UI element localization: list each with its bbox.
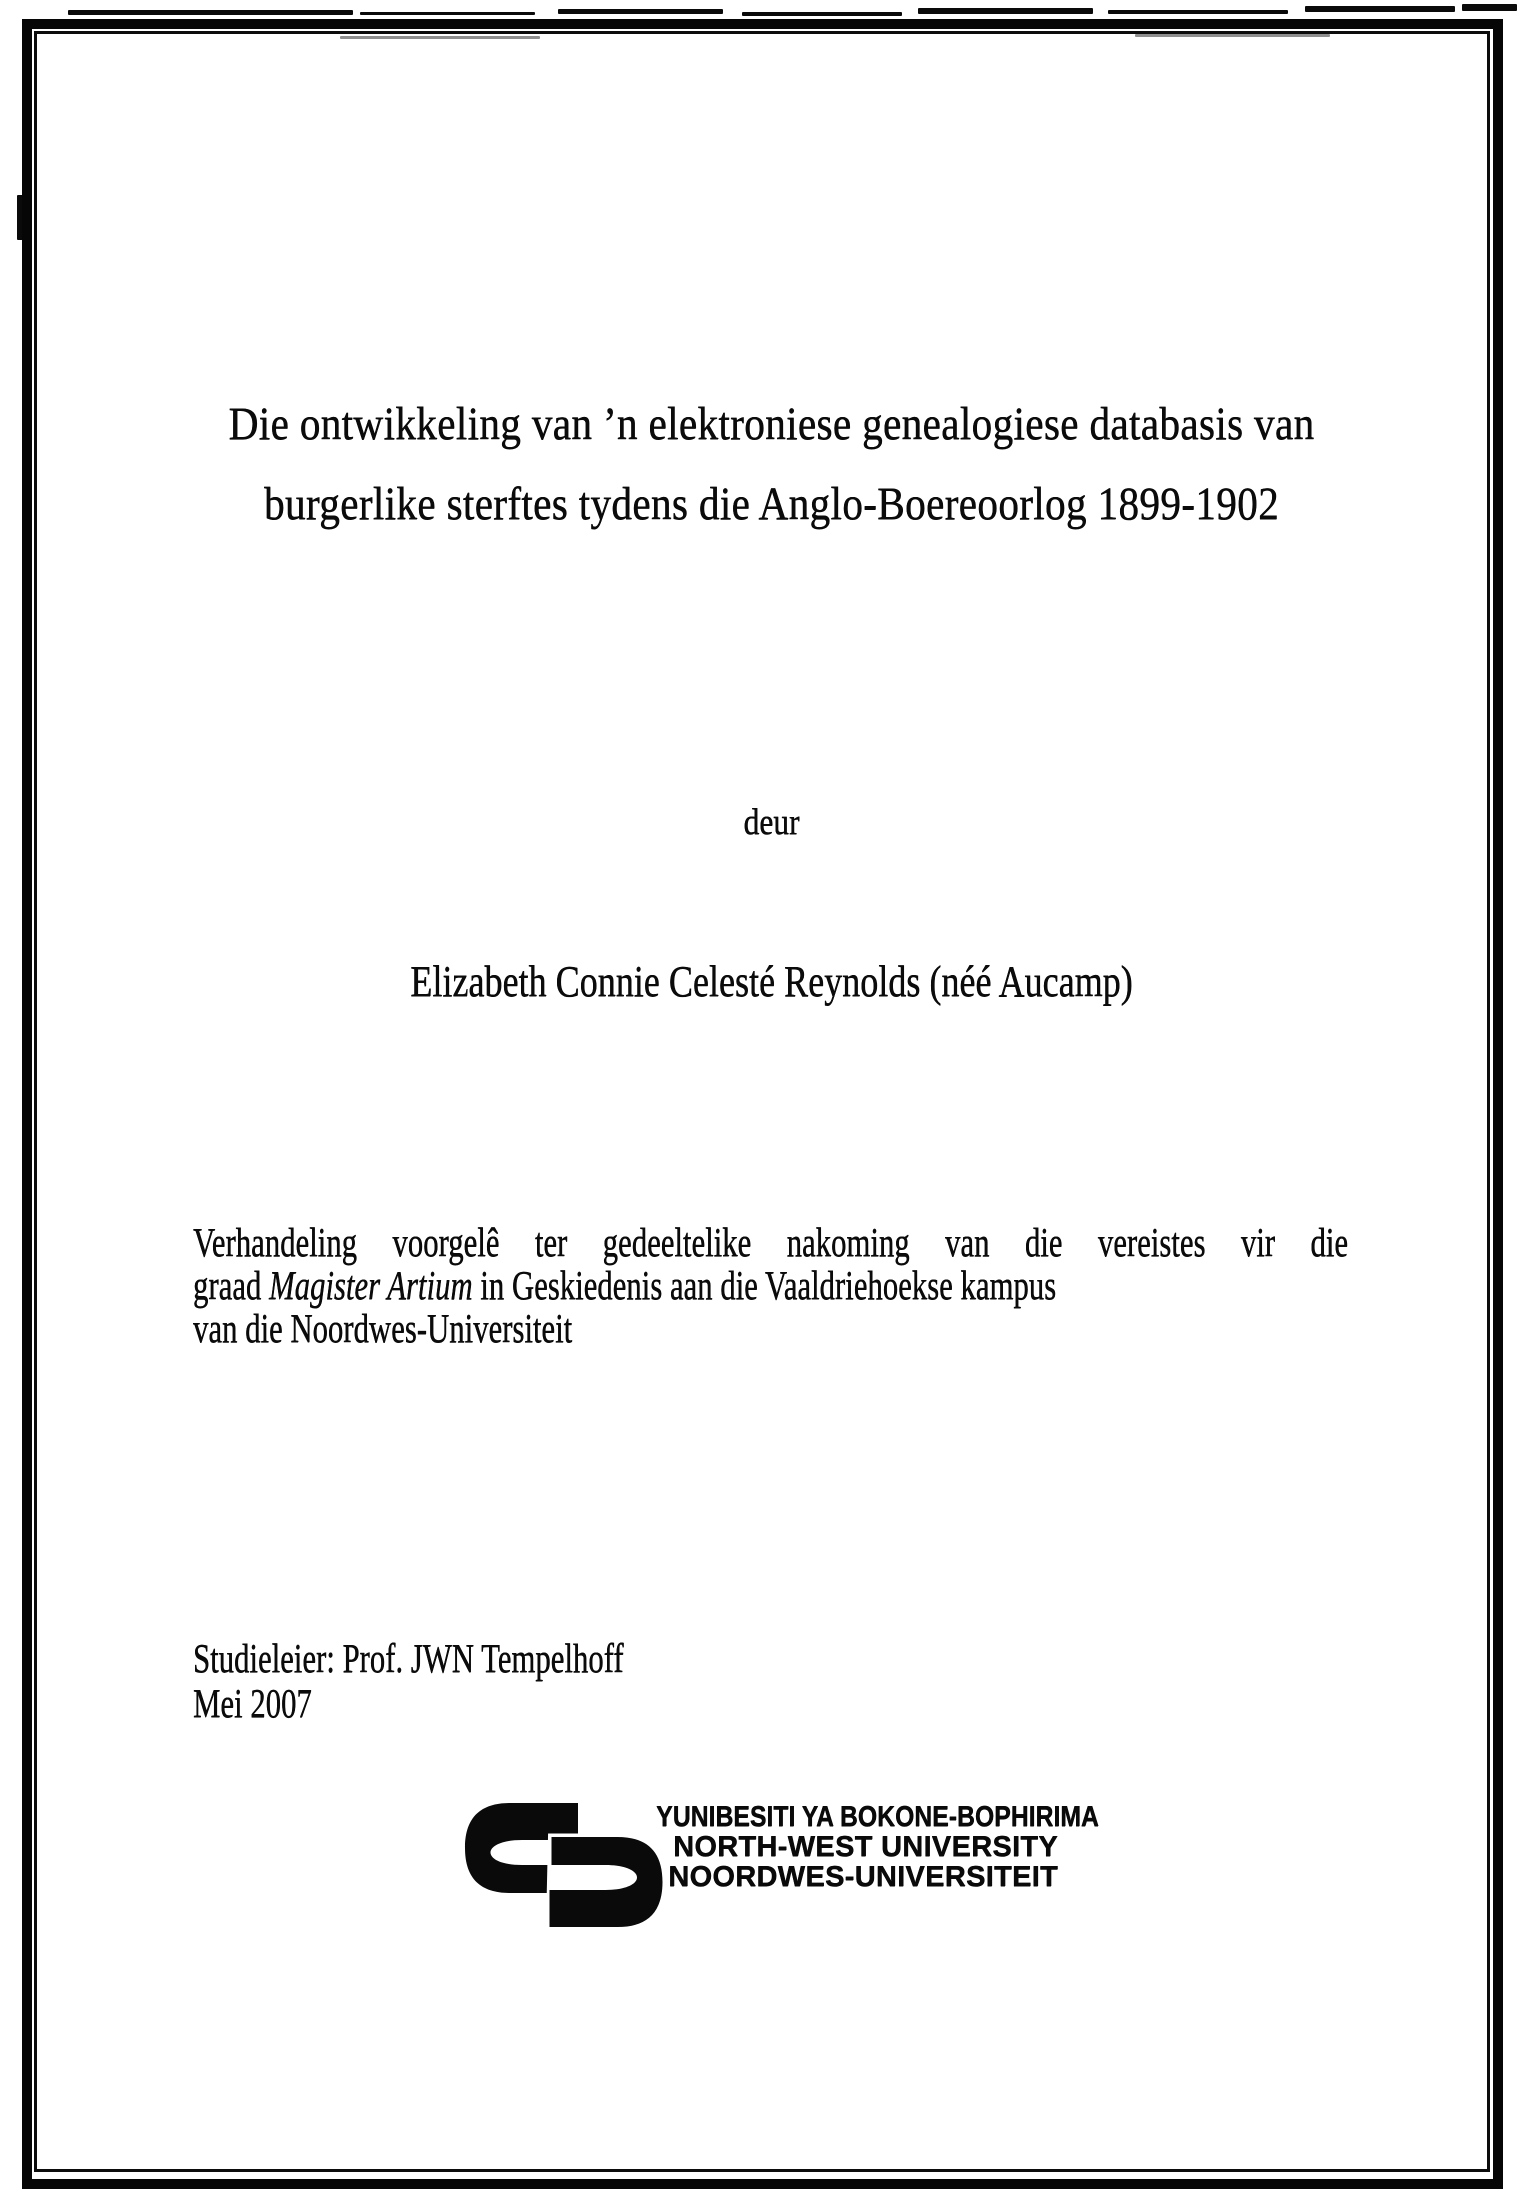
degree-statement-line2-prefix: graad [193,1262,269,1308]
degree-statement [193,1221,1348,1350]
supervisor-block [193,1636,624,1726]
university-wordmark [588,1801,1099,1893]
scan-artifact [558,9,723,14]
wordmark-setswana: YUNIBESITI YA BOKONE-BOPHIRIMA [656,1801,1099,1833]
scan-artifact [1462,4,1517,11]
scan-artifact [918,8,1093,14]
degree-statement-line1: Verhandeling voorgelê ter gedeeltelike nakoming van die vereistes vir die [193,1219,1348,1265]
thesis-title-line2: burgerlike sterftes tydens die Anglo-Boereoorlog 1899-1902 [263,478,1280,530]
byline-deur: deur [743,802,800,843]
wordmark-english: NORTH-WEST UNIVERSITY [673,1831,1058,1863]
scan-artifact [360,12,535,15]
wordmark-afrikaans: NOORDWES-UNIVERSITEIT [668,1861,1058,1893]
supervisor-line: Studieleier: Prof. JWN Tempelhoff [193,1635,624,1681]
thesis-title-line1: Die ontwikkeling van ’n elektroniese genealogiese databasis van [228,398,1315,450]
degree-statement-line3: van die Noordwes-Universiteit [193,1305,573,1351]
scan-artifact [742,12,902,16]
degree-statement-line2-suffix: in Geskiedenis aan die Vaaldriehoekse kampus [472,1262,1057,1308]
author-name: Elizabeth Connie Celesté Reynolds (néé Aucamp) [410,957,1133,1006]
scan-artifact [1108,10,1288,14]
scan-artifact [68,10,353,15]
date-line: Mei 2007 [193,1680,312,1726]
scan-artifact [1305,6,1455,12]
degree-name-italic: Magister Artium [268,1262,473,1308]
degree-statement-line2 [193,1264,1348,1307]
thesis-title [119,384,1424,544]
